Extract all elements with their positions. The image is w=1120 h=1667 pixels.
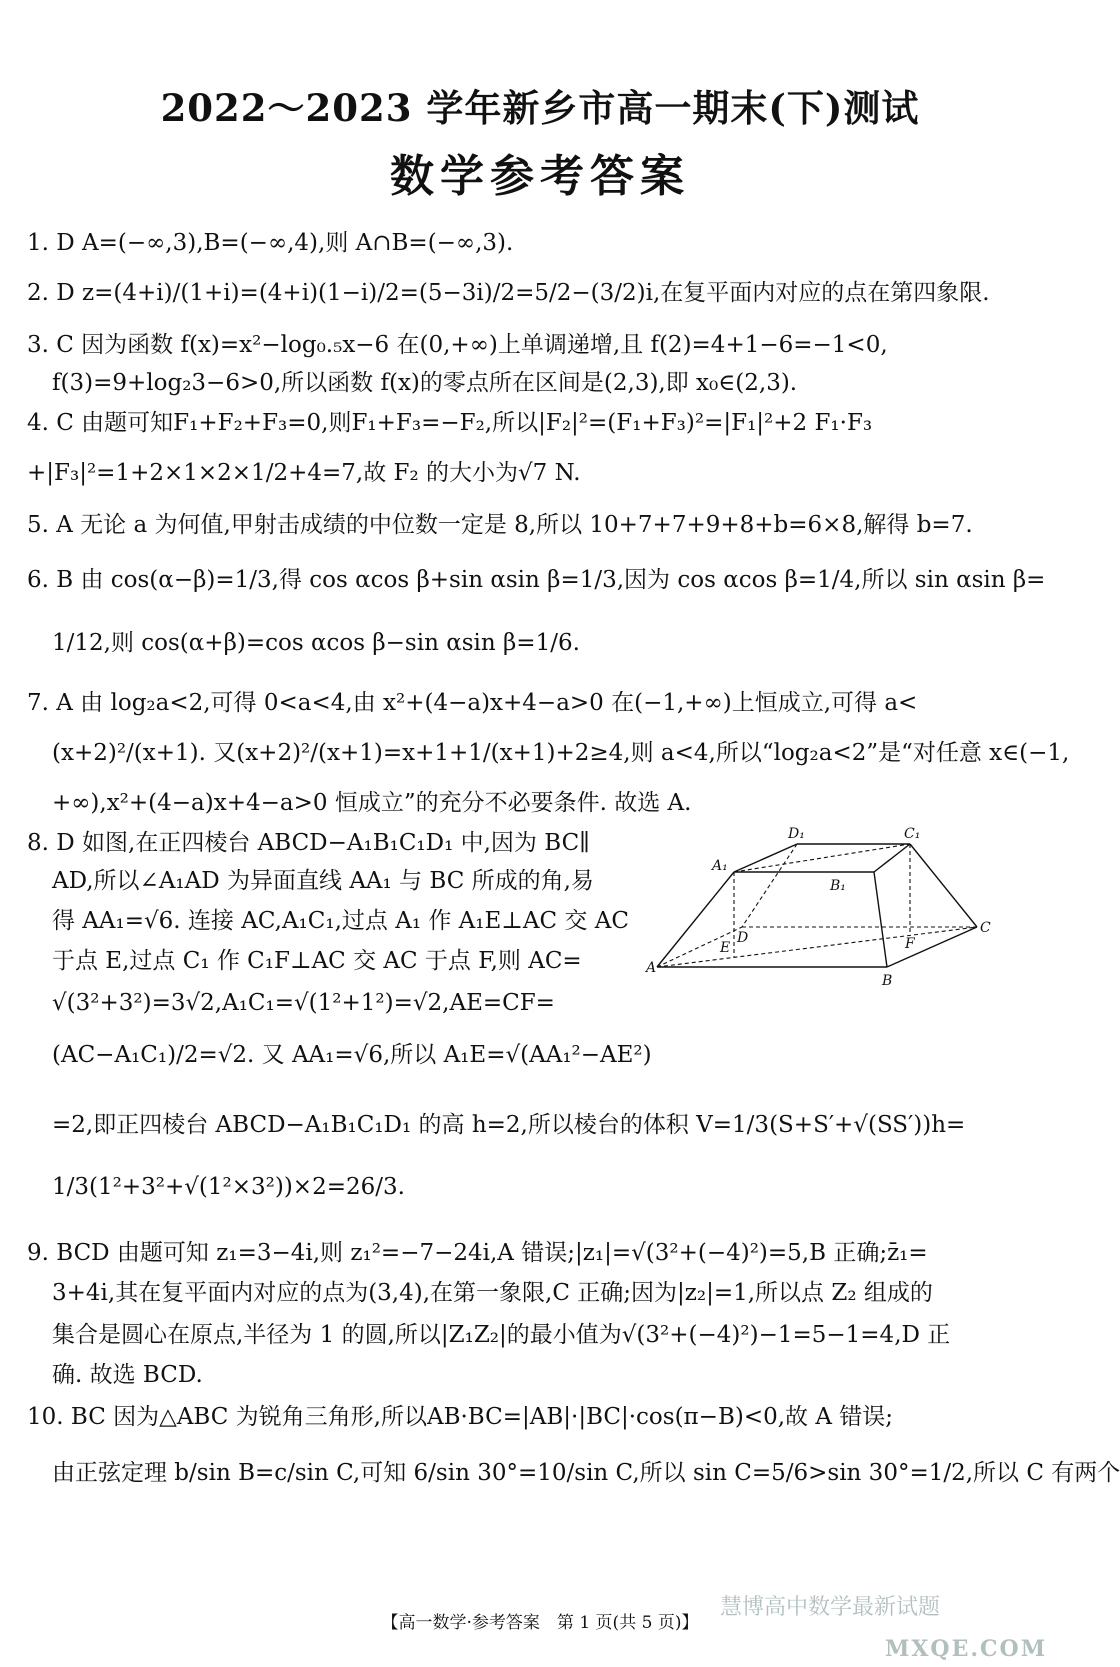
answer-8-cont4: √(3²+3²)=3√2,A₁C₁=√(1²+1²)=√2,AE=CF= — [52, 990, 555, 1016]
label-B1: B₁ — [830, 878, 846, 894]
answer-1: 1. D A=(−∞,3),B=(−∞,4),则 A∩B=(−∞,3). — [27, 230, 514, 256]
answer-8-cont5: (AC−A₁C₁)/2=√2. 又 AA₁=√6,所以 A₁E=√(AA₁²−AE²) — [52, 1042, 652, 1068]
answer-8-cont1: AD,所以∠A₁AD 为异面直线 AA₁ 与 BC 所成的角,易 — [52, 868, 594, 894]
answer-8-cont6: =2,即正四棱台 ABCD−A₁B₁C₁D₁ 的高 h=2,所以棱台的体积 V=1/3(S+S′+√(SS′))h= — [52, 1112, 966, 1138]
answer-9-cont3: 确. 故选 BCD. — [52, 1362, 203, 1388]
label-C1: C₁ — [904, 826, 921, 842]
label-F: F — [905, 936, 915, 952]
answer-8: 8. D 如图,在正四棱台 ABCD−A₁B₁C₁D₁ 中,因为 BC∥ — [27, 830, 590, 856]
answer-9-cont2: 集合是圆心在原点,半径为 1 的圆,所以|Z₁Z₂|的最小值为√(3²+(−4)²)−1=5−1=4,D 正 — [52, 1322, 951, 1348]
label-E: E — [720, 940, 731, 956]
answer-7: 7. A 由 log₂a<2,可得 0<a<4,由 x²+(4−a)x+4−a>0 在(−1,+∞)上恒成立,可得 a< — [27, 690, 918, 716]
answer-7-cont2: +∞),x²+(4−a)x+4−a>0 恒成立”的充分不必要条件. 故选 A. — [52, 790, 692, 816]
label-C: C — [980, 920, 991, 936]
answer-5: 5. A 无论 a 为何值,甲射击成绩的中位数一定是 8,所以 10+7+7+9+8+b=6×8,解得 b=7. — [27, 512, 973, 538]
page-subtitle: 数学参考答案 — [390, 151, 690, 202]
answer-10-cont: 由正弦定理 b/sin B=c/sin C,可知 6/sin 30°=10/sin C,所以 sin C=5/6>sin 30°=1/2,所以 C 有两个 — [52, 1460, 1120, 1486]
answer-7-cont: (x+2)²/(x+1). 又(x+2)²/(x+1)=x+1+1/(x+1)+2≥4,则 a<4,所以“log₂a<2”是“对任意 x∈(−1, — [52, 740, 1070, 766]
page-footer: 【高一数学·参考答案 第 1 页(共 5 页)】 — [381, 1613, 699, 1633]
answer-6: 6. B 由 cos(α−β)=1/3,得 cos αcos β+sin αsin β=1/3,因为 cos αcos β=1/4,所以 sin αsin β= — [27, 567, 1046, 593]
frustum-figure — [646, 822, 1002, 992]
label-B: B — [882, 973, 893, 989]
answer-9-cont1: 3+4i,其在复平面内对应的点为(3,4),在第一象限,C 正确;因为|z₂|=1,所以点 Z₂ 组成的 — [52, 1280, 933, 1306]
answer-3-cont: f(3)=9+log₂3−6>0,所以函数 f(x)的零点所在区间是(2,3),即 x₀∈(2,3). — [52, 370, 798, 396]
answer-4: 4. C 由题可知F₁+F₂+F₃=0,则F₁+F₃=−F₂,所以|F₂|²=(F₁+F₃)²=|F₁|²+2 F₁·F₃ — [27, 410, 873, 436]
answer-9: 9. BCD 由题可知 z₁=3−4i,则 z₁²=−7−24i,A 错误;|z₁|=√(3²+(−4)²)=5,B 正确;z̄₁= — [27, 1240, 928, 1266]
answer-6-cont: 1/12,则 cos(α+β)=cos αcos β−sin αsin β=1/6. — [52, 630, 580, 656]
answer-8-cont2: 得 AA₁=√6. 连接 AC,A₁C₁,过点 A₁ 作 A₁E⊥AC 交 AC — [52, 908, 629, 934]
watermark-site: MXQE.COM — [885, 1636, 1048, 1662]
page-title: 2022～2023 学年新乡市高一期末(下)测试 — [160, 86, 920, 130]
label-D: D — [737, 930, 749, 946]
label-A1: A₁ — [712, 858, 728, 874]
answer-8-cont7: 1/3(1²+3²+√(1²×3²))×2=26/3. — [52, 1174, 405, 1200]
answer-4-cont: +|F₃|²=1+2×1×2×1/2+4=7,故 F₂ 的大小为√7 N. — [27, 460, 581, 486]
watermark-account: 慧博高中数学最新试题 — [720, 1595, 941, 1620]
answer-10: 10. BC 因为△ABC 为锐角三角形,所以AB·BC=|AB|·|BC|·cos(π−B)<0,故 A 错误; — [27, 1404, 894, 1430]
answer-2: 2. D z=(4+i)/(1+i)=(4+i)(1−i)/2=(5−3i)/2=5/2−(3/2)i,在复平面内对应的点在第四象限. — [27, 280, 990, 306]
answer-8-cont3: 于点 E,过点 C₁ 作 C₁F⊥AC 交 AC 于点 F,则 AC= — [52, 948, 582, 974]
answer-3: 3. C 因为函数 f(x)=x²−log₀.₅x−6 在(0,+∞)上单调递增,且 f(2)=4+1−6=−1<0, — [27, 332, 888, 358]
label-D1: D₁ — [788, 826, 805, 842]
label-A: A — [646, 960, 657, 976]
